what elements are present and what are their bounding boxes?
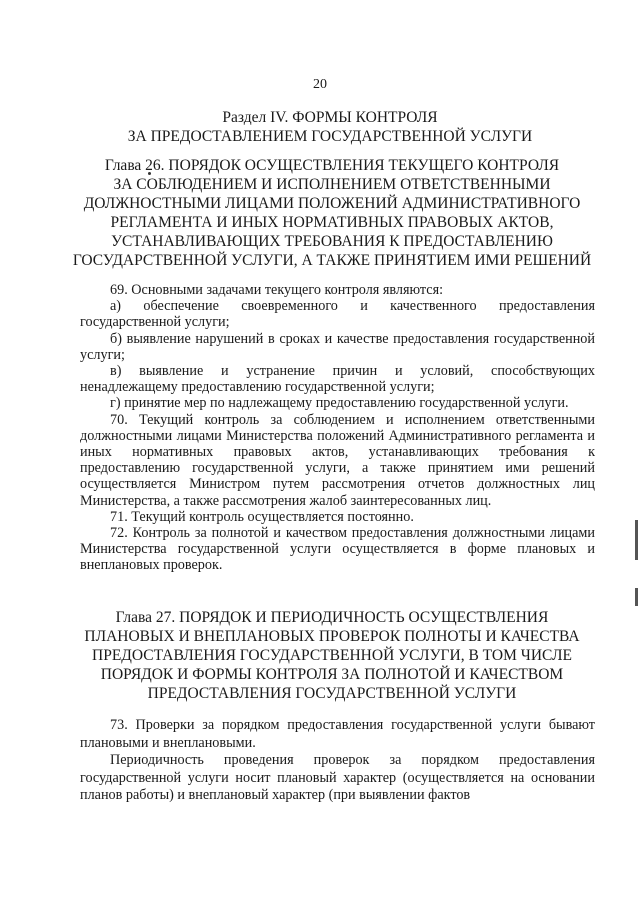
paragraph-69-c: в) выявление и устранение причин и условий, способствующих ненадлежащему предоставлению государственной услуги; bbox=[80, 363, 595, 396]
paragraph-69: 69. Основными задачами текущего контроля являются: bbox=[110, 282, 444, 298]
paragraph-70: 70. Текущий контроль за соблюдением и исполнением ответственными должностными лицами Министерства положений Административного регламента и иных нормативных правовых актов, устанавливающих требования к предоставлению государственной услуги, а также принятием ими решений осуществляется Министром путем рассмотрения отчетов должностных лиц Министерства, а также рассмотрения жалоб заинтересованных лиц. bbox=[80, 411, 595, 509]
section-title-line-2: ЗА ПРЕДОСТАВЛЕНИЕМ ГОСУДАРСТВЕННОЙ УСЛУГИ bbox=[127, 128, 533, 145]
chapter-26-body bbox=[80, 282, 595, 574]
chapter-26-title-line: ГОСУДАРСТВЕННОЙ УСЛУГИ, А ТАКЖЕ ПРИНЯТИЕМ ИМИ РЕШЕНИЙ bbox=[72, 252, 592, 269]
scan-edge-mark bbox=[635, 520, 638, 560]
paragraph-periodicity: Периодичность проведения проверок за порядком предоставления государственной услуги носит плановый характер (осуществляется на основании планов работы) и внеплановый характер (при выявлении фактов bbox=[80, 752, 595, 803]
paragraph-72: 72. Контроль за полнотой и качеством предоставления должностными лицами Министерства государственной услуги осуществляется в форме плановых и внеплановых проверок. bbox=[80, 525, 595, 574]
paragraph-69-b: б) выявление нарушений в сроках и качестве предоставления государственной услуги; bbox=[80, 330, 595, 363]
chapter-26-title-line: ЗА СОБЛЮДЕНИЕМ И ИСПОЛНЕНИЕМ ОТВЕТСТВЕННЫМИ bbox=[113, 176, 551, 193]
page-number: 20 bbox=[313, 77, 327, 92]
paragraph-69-a: а) обеспечение своевременного и качественного предоставления государственной услуги; bbox=[80, 298, 595, 331]
chapter-27-title-line: ПРЕДОСТАВЛЕНИЯ ГОСУДАРСТВЕННОЙ УСЛУГИ bbox=[147, 685, 517, 702]
paragraph-71: 71. Текущий контроль осуществляется постоянно. bbox=[110, 508, 414, 525]
paragraph-69-d: г) принятие мер по надлежащему предоставлению государственной услуги. bbox=[110, 395, 569, 412]
chapter-27-body bbox=[80, 717, 595, 805]
chapter-26-title-line: УСТАНАВЛИВАЮЩИХ ТРЕБОВАНИЯ К ПРЕДОСТАВЛЕНИЮ bbox=[111, 233, 553, 250]
chapter-26-title-line: РЕГЛАМЕНТА И ИНЫХ НОРМАТИВНЫХ ПРАВОВЫХ АКТОВ, bbox=[110, 214, 554, 231]
chapter-27-title-line: ПОРЯДОК И ФОРМЫ КОНТРОЛЯ ЗА ПОЛНОТОЙ И КАЧЕСТВОМ bbox=[100, 666, 564, 683]
section-title-line-1: Раздел IV. ФОРМЫ КОНТРОЛЯ bbox=[222, 109, 438, 126]
chapter-27-title-line: Глава 27. ПОРЯДОК И ПЕРИОДИЧНОСТЬ ОСУЩЕСТВЛЕНИЯ bbox=[115, 609, 549, 626]
paragraph-73: 73. Проверки за порядком предоставления государственной услуги бывают плановыми и внеплановыми. bbox=[80, 717, 595, 751]
scan-edge-mark bbox=[635, 588, 638, 606]
chapter-26-title-line: Глава 26. ПОРЯДОК ОСУЩЕСТВЛЕНИЯ ТЕКУЩЕГО КОНТРОЛЯ bbox=[104, 157, 560, 174]
chapter-26-title-line: ДОЛЖНОСТНЫМИ ЛИЦАМИ ПОЛОЖЕНИЙ АДМИНИСТРАТИВНОГО bbox=[83, 195, 581, 212]
chapter-27-title-line: ПРЕДОСТАВЛЕНИЯ ГОСУДАРСТВЕННОЙ УСЛУГИ, В ТОМ ЧИСЛЕ bbox=[92, 647, 572, 664]
chapter-26-title bbox=[62, 156, 602, 270]
chapter-27-title-line: ПЛАНОВЫХ И ВНЕПЛАНОВЫХ ПРОВЕРОК ПОЛНОТЫ И КАЧЕСТВА bbox=[84, 628, 580, 645]
chapter-27-title bbox=[62, 608, 602, 703]
section-title bbox=[60, 108, 600, 146]
